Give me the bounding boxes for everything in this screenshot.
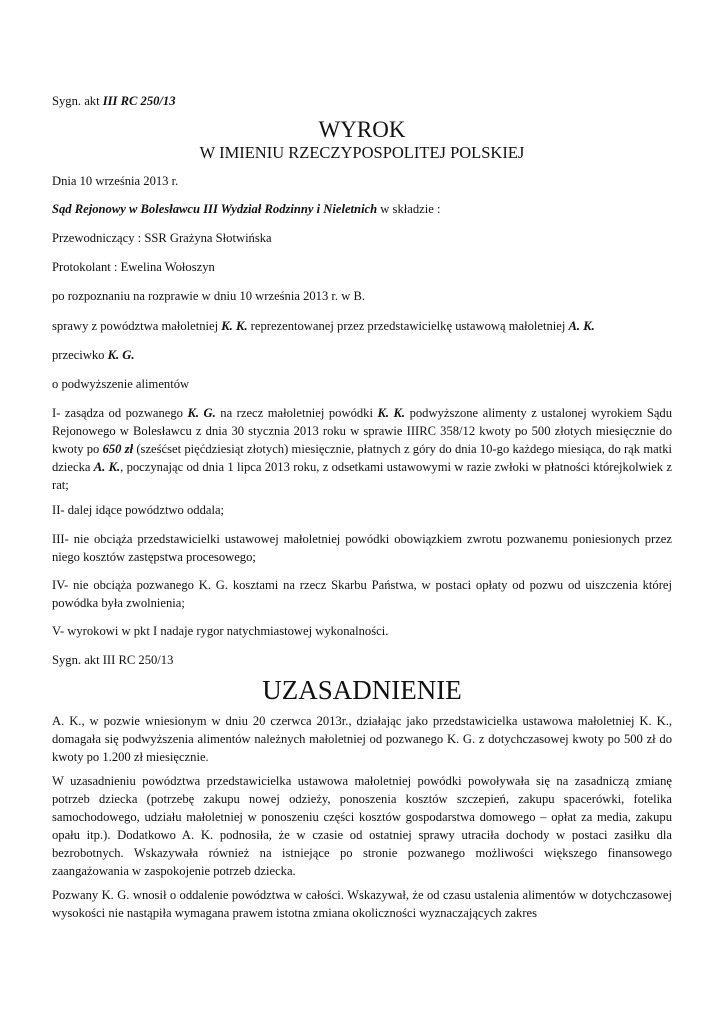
- document-title: WYROK: [318, 117, 406, 142]
- case-text-1: sprawy z powództwa małoletniej: [52, 319, 222, 333]
- justification-paragraph-3: Pozwany K. G. wnosił o oddalenie powództwa w całości. Wskazywał, że od czasu ustalenia alimentów w dotychczasowej wysokości nie nastąpiła wymagana prawem istotna zmiana okoliczności wyznaczających zakres: [52, 888, 672, 920]
- verdict-point-1-text-3: podwyższone alimenty z ustalonej wyrokiem Sądu Rejonowego w Bolesławcu z dnia 30 stycznia 2013 roku w sprawie IIIRC 358/12 kwoty po 500 złotych miesięcznie do kwoty po: [52, 406, 673, 456]
- verdict-point-1-mother: A. K.: [93, 460, 121, 474]
- against-line: [52, 346, 672, 364]
- verdict-point-3: III- nie obciąża przedstawicielki ustawowej małoletniej powódki obowiązkiem zwrotu pozwanemu poniesionych przez niego kosztów zastępstwa procesowego;: [52, 532, 672, 564]
- justification-paragraph-2: W uzasadnieniu powództwa przedstawicielka ustawowa małoletniej powódki powoływała się na zasadniczą zmianę potrzeb dziecka (potrzebę zakupu nowej odzieży, ponoszenia kosztów szczepień, zakupu spacerówki, fotelika samochodowego, udziału małoletniej w ponoszeniu części kosztów gospodarstwa domowego – opłat za media, zakupu opału itp.). Dodatkowo A. K. podnosiła, że w czasie od ostatniej sprawy utraciła dochody w postaci zasiłku dla bezrobotnych. Wskazywała również na istniejące po stronie pozwanego możliwości większego finansowego zaangażowania w zaspokojenie potrzeb dziecka.: [52, 774, 672, 878]
- justification-title: UZASADNIENIE: [262, 675, 462, 705]
- case-subject: o podwyższenie alimentów: [52, 377, 190, 391]
- court-name: Sąd Rejonowy w Bolesławcu III Wydział Rodzinny i Nieletnich: [52, 202, 378, 216]
- against-text: przeciwko: [52, 348, 108, 362]
- verdict-point-2: II- dalej idące powództwo oddala;: [52, 503, 225, 517]
- court-clerk: Protokolant : Ewelina Wołoszyn: [52, 260, 215, 274]
- document-subtitle: W IMIENIU RZECZYPOSPOLITEJ POLSKIEJ: [199, 143, 525, 162]
- verdict-point-1-defendant: K. G.: [187, 406, 216, 420]
- case-text-2: reprezentowanej przez przedstawicielkę ustawową małoletniej: [247, 319, 569, 333]
- presiding-judge: Przewodniczący : SSR Grażyna Słotwińska: [52, 231, 272, 245]
- hearing-info: po rozpoznaniu na rozprawie w dniu 10 września 2013 r. w B.: [52, 289, 366, 303]
- plaintiff-name: K. K.: [221, 319, 248, 333]
- case-signature: [52, 92, 672, 110]
- verdict-point-1-text-4: (sześćset pięćdziesiąt złotych) miesięcznie, płatnych z góry do dnia 10-go każdego miesiąca, do rąk matki dziecka: [52, 442, 672, 474]
- justification-paragraph-1: A. K., w pozwie wniesionym w dniu 20 czerwca 2013r., działając jako przedstawicielka ustawowa małoletniej K. K., domagała się podwyższenia alimentów należnych małoletniej od pozwanego K. G. z dotychczasowej kwoty po 500 zł do kwoty po 1.200 zł miesięcznie.: [52, 714, 672, 764]
- case-signature-2: Sygn. akt III RC 250/13: [52, 653, 174, 667]
- verdict-date: Dnia 10 września 2013 r.: [52, 174, 179, 188]
- case-signature-prefix: Sygn. akt: [52, 94, 103, 108]
- verdict-point-1-text-5: , poczynając od dnia 1 lipca 2013 roku, z odsetkami ustawowymi w razie zwłoki w płatności którejkolwiek z rat;: [52, 460, 672, 492]
- verdict-point-1-text-2: na rzecz małoletniej powódki: [215, 406, 378, 420]
- case-signature-value: III RC 250/13: [102, 94, 176, 108]
- case-parties: [52, 317, 672, 335]
- verdict-point-1-text-1: I- zasądza od pozwanego: [52, 406, 188, 420]
- court-composition: [52, 200, 672, 218]
- defendant-name: K. G.: [107, 348, 135, 362]
- court-suffix: w składzie :: [377, 202, 441, 216]
- verdict-point-4: IV- nie obciąża pozwanego K. G. kosztami na rzecz Skarbu Państwa, w postaci opłaty od pozwu od uiszczenia której powódka była zwolnienia;: [52, 578, 672, 610]
- verdict-point-5: V- wyrokowi w pkt I nadaje rygor natychmiastowej wykonalności.: [52, 624, 389, 638]
- representative-name: A. K.: [568, 319, 595, 333]
- verdict-point-1-amount: 650 zł: [102, 442, 134, 456]
- verdict-point-1: [52, 404, 672, 494]
- verdict-point-1-plaintiff: K. K.: [377, 406, 406, 420]
